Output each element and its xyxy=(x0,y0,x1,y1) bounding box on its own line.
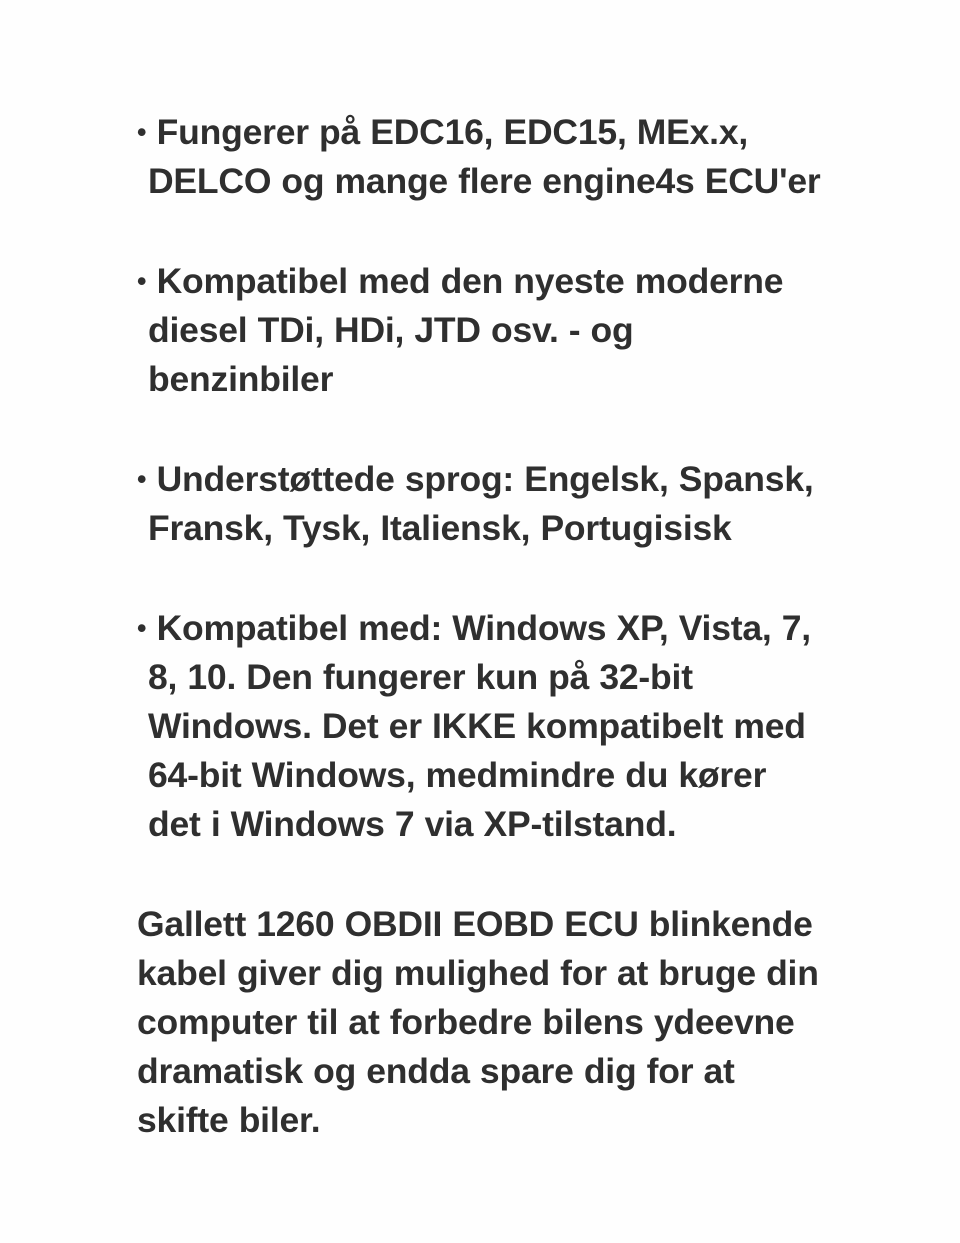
bullet-point-icon: • xyxy=(137,613,147,643)
bullet-point-icon: • xyxy=(137,464,147,494)
bullet-fuel-compatibility-text: Kompatibel med den nyeste moderne diesel TDi, HDi, JTD osv. - og benzinbiler xyxy=(148,261,794,399)
bullet-point-icon: • xyxy=(137,266,147,296)
bullet-ecu-support xyxy=(137,108,827,206)
bullet-point-icon: • xyxy=(137,117,147,147)
bullet-fuel-compatibility xyxy=(137,257,827,404)
bullet-windows-compatibility xyxy=(137,604,827,849)
bullet-ecu-support-text: Fungerer på EDC16, EDC15, MEx.x, DELCO og mange flere engine4s ECU'er xyxy=(148,112,821,201)
paragraph-product-summary-text: Gallett 1260 OBDII EOBD ECU blinkende kabel giver dig mulighed for at bruge din computer til at forbedre bilens ydeevne dramatisk og endda spare dig for at skifte biler. xyxy=(137,904,829,1140)
bullet-windows-compatibility-text: Kompatibel med: Windows XP, Vista, 7, 8, 10. Den fungerer kun på 32-bit Windows. Det er IKKE kompatibelt med 64-bit Windows, medmindre du kører det i Windows 7 via XP-tilstand. xyxy=(148,608,822,844)
paragraph-product-summary xyxy=(137,900,827,1145)
bullet-languages xyxy=(137,455,827,553)
description-text-block xyxy=(137,108,827,1145)
bullet-languages-text: Understøttede sprog: Engelsk, Spansk, Fransk, Tysk, Italiensk, Portugisisk xyxy=(148,459,824,548)
